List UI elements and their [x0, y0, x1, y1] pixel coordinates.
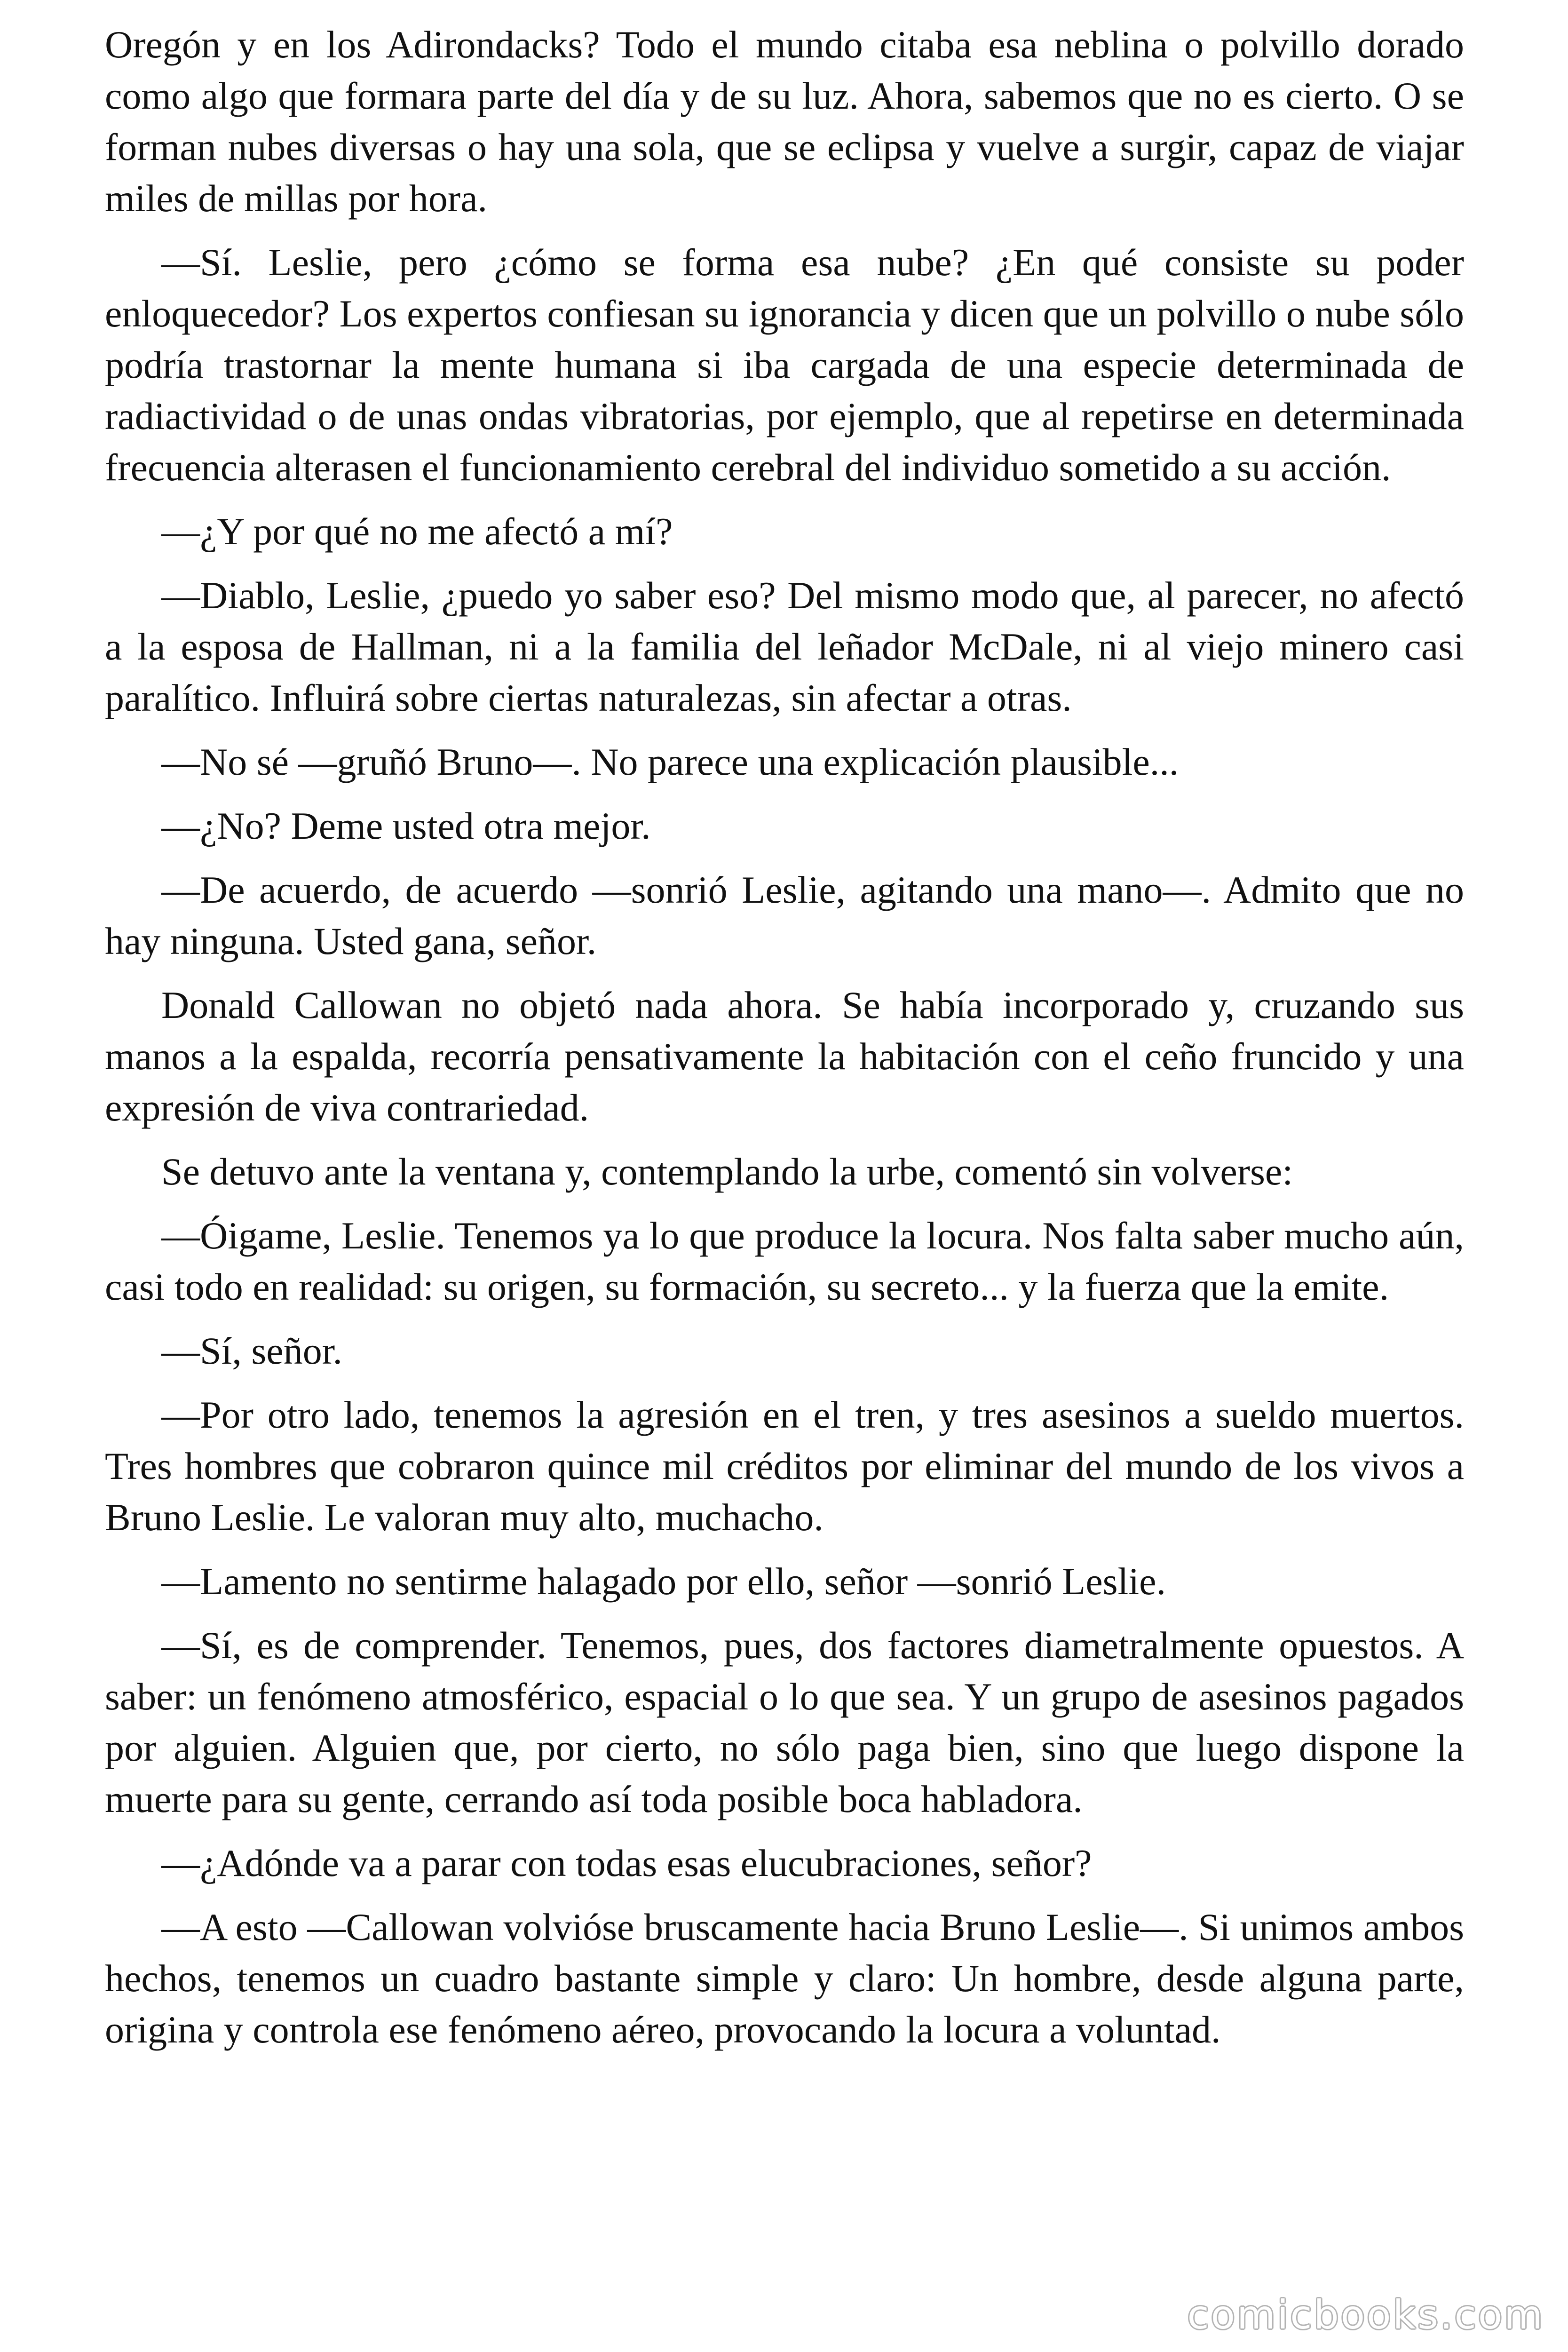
paragraph: —Diablo, Leslie, ¿puedo yo saber eso? Del mismo modo que, al parecer, no afectó a la esposa de Hallman, ni a la familia del leñador McDale, ni al viejo minero casi paralítico. Influirá sobre ciertas naturalezas, sin afectar a otras. [105, 574, 1464, 719]
paragraph: —No sé —gruñó Bruno—. No parece una explicación plausible... [161, 740, 1179, 783]
watermark: comicbooks.com [1187, 2292, 1544, 2338]
paragraph: Oregón y en los Adirondacks? Todo el mundo citaba esa neblina o polvillo dorado como algo que formara parte del día y de su luz. Ahora, sabemos que no es cierto. O se forman nubes diversas o hay una sola, que se eclipsa y vuelve a surgir, capaz de viajar miles de millas por hora. [105, 23, 1464, 220]
paragraph: —A esto —Callowan volvióse bruscamente hacia Bruno Leslie—. Si unimos ambos hechos, tenemos un cuadro bastante simple y claro: Un hombre, desde alguna parte, origina y controla ese fenómeno aéreo, provocando la locura a voluntad. [105, 1906, 1464, 2051]
paragraph: —De acuerdo, de acuerdo —sonrió Leslie, agitando una mano—. Admito que no hay ninguna. Usted gana, señor. [105, 868, 1464, 962]
paragraph: —¿Adónde va a parar con todas esas elucubraciones, señor? [161, 1842, 1092, 1884]
paragraph: —Óigame, Leslie. Tenemos ya lo que produce la locura. Nos falta saber mucho aún, casi todo en realidad: su origen, su formación, su secreto... y la fuerza que la emite. [105, 1214, 1464, 1308]
paragraph: —Lamento no sentirme halagado por ello, señor —sonrió Leslie. [161, 1560, 1166, 1603]
page-body [105, 19, 1464, 2068]
paragraph: —Sí, es de comprender. Tenemos, pues, dos factores diametralmente opuestos. A saber: un fenómeno atmosférico, espacial o lo que sea. Y un grupo de asesinos pagados por alguien. Alguien que, por cierto, no sólo paga bien, sino que luego dispone la muerte para su gente, cerrando así toda posible boca habladora. [105, 1624, 1464, 1820]
paragraph: Se detuvo ante la ventana y, contemplando la urbe, comentó sin volverse: [161, 1150, 1293, 1193]
paragraph: —¿No? Deme usted otra mejor. [161, 804, 651, 847]
paragraph: —Sí. Leslie, pero ¿cómo se forma esa nube? ¿En qué consiste su poder enloquecedor? Los expertos confiesan su ignorancia y dicen que un polvillo o nube sólo podría trastornar la mente humana si iba cargada de una especie determinada de radiactividad o de unas ondas vibratorias, por ejemplo, que al repetirse en determinada frecuencia alterasen el funcionamiento cerebral del individuo sometido a su acción. [105, 241, 1464, 489]
paragraph: —Por otro lado, tenemos la agresión en el tren, y tres asesinos a sueldo muertos. Tres hombres que cobraron quince mil créditos por eliminar del mundo de los vivos a Bruno Leslie. Le valoran muy alto, muchacho. [105, 1393, 1464, 1539]
paragraph: Donald Callowan no objetó nada ahora. Se había incorporado y, cruzando sus manos a la espalda, recorría pensativamente la habitación con el ceño fruncido y una expresión de viva contrariedad. [105, 984, 1464, 1129]
paragraph: —Sí, señor. [161, 1329, 342, 1372]
paragraph: —¿Y por qué no me afectó a mí? [161, 510, 673, 553]
